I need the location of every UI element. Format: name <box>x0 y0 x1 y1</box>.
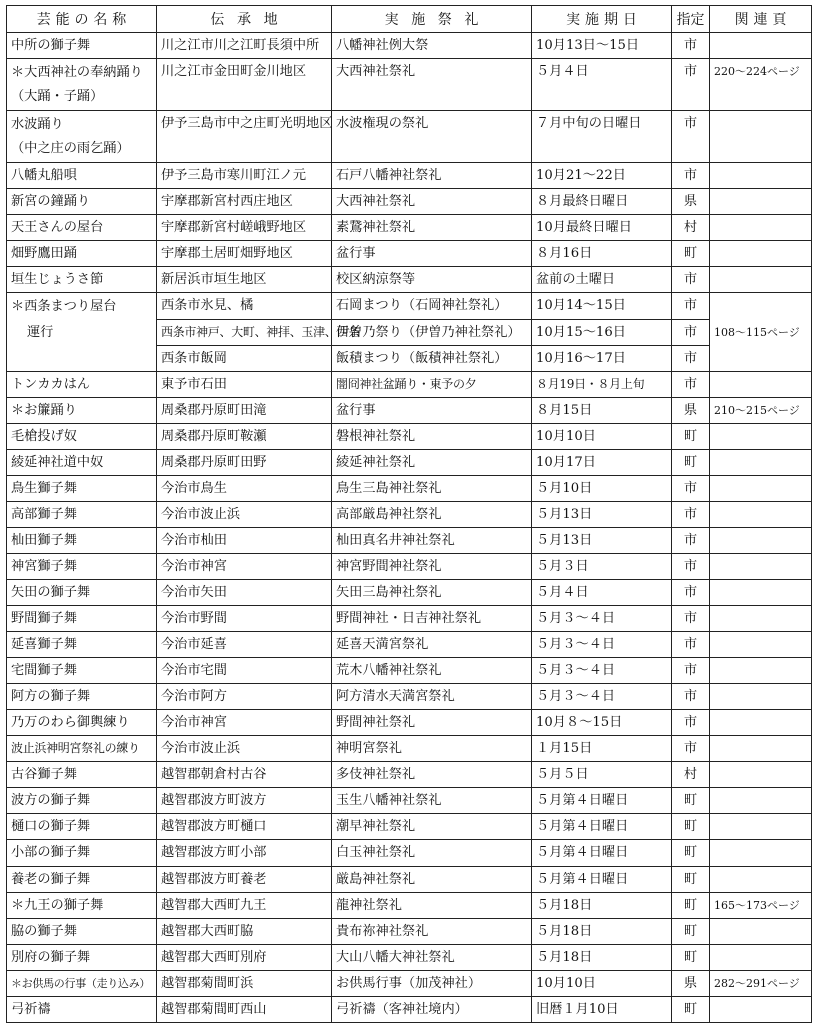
cell-designation: 市 <box>672 59 710 111</box>
cell-page <box>710 163 812 189</box>
cell-date: ５月13日 <box>532 527 672 553</box>
cell-designation: 町 <box>672 449 710 475</box>
table-row <box>7 710 812 736</box>
cell-date: 10月８～15日 <box>532 710 672 736</box>
cell-page <box>710 606 812 632</box>
cell-festival: 弓祈禱（客神社境内） <box>332 996 532 1022</box>
cell-festival: 盆行事 <box>332 397 532 423</box>
cell-page <box>710 267 812 293</box>
header-row <box>7 6 812 33</box>
cell-page: 108～115ページ <box>710 319 812 345</box>
cell-designation: 市 <box>672 710 710 736</box>
cell-place: 越智郡菊間町西山 <box>157 996 332 1022</box>
cell-date: ５月４日 <box>532 59 672 111</box>
header-period: 実施期日 <box>532 6 672 33</box>
cell-designation: 市 <box>672 684 710 710</box>
cell-name: 波方の獅子舞 <box>7 788 157 814</box>
cell-name: 延喜獅子舞 <box>7 632 157 658</box>
cell-festival: 白玉神社祭礼 <box>332 840 532 866</box>
cell-date: ５月５日 <box>532 762 672 788</box>
header-name: 芸能の名称 <box>7 6 157 33</box>
cell-place: 今治市野間 <box>157 606 332 632</box>
cell-festival: 盆行事 <box>332 241 532 267</box>
table-row <box>7 293 812 319</box>
cell-place: 周桑郡丹原町鞍瀬 <box>157 423 332 449</box>
cell-name: 神宮獅子舞 <box>7 553 157 579</box>
cell-name: 高部獅子舞 <box>7 501 157 527</box>
table-row <box>7 840 812 866</box>
cell-date: ８月16日 <box>532 241 672 267</box>
cell-name: 中所の獅子舞 <box>7 33 157 59</box>
cell-date: ８月15日 <box>532 397 672 423</box>
cell-name: 天王さんの屋台 <box>7 215 157 241</box>
cell-date: １月15日 <box>532 736 672 762</box>
cell-page <box>710 449 812 475</box>
cell-designation: 市 <box>672 606 710 632</box>
cell-designation: 村 <box>672 762 710 788</box>
cell-page <box>710 553 812 579</box>
cell-name: 毛槍投げ奴 <box>7 423 157 449</box>
cell-place: 越智郡大西町別府 <box>157 944 332 970</box>
cell-date: 10月15～16日 <box>532 319 672 345</box>
cell-page: 282～291ページ <box>710 970 812 996</box>
cell-date: ５月13日 <box>532 501 672 527</box>
cell-festival: 飯積まつり（飯積神社祭礼） <box>332 345 532 371</box>
performing-arts-table <box>6 5 812 1023</box>
cell-designation: 町 <box>672 241 710 267</box>
table-row <box>7 163 812 189</box>
cell-date: ５月第４日曜日 <box>532 788 672 814</box>
cell-place: 今治市宅間 <box>157 658 332 684</box>
cell-festival: 磐根神社祭礼 <box>332 423 532 449</box>
cell-name: 垣生じょうさ節 <box>7 267 157 293</box>
table-row <box>7 189 812 215</box>
cell-page <box>710 866 812 892</box>
table-row <box>7 579 812 605</box>
table-row <box>7 423 812 449</box>
cell-festival: 野間神社祭礼 <box>332 710 532 736</box>
cell-page <box>710 788 812 814</box>
cell-place: 越智郡波方町波方 <box>157 788 332 814</box>
table-row <box>7 501 812 527</box>
cell-name-line2: （大踊・子踊） <box>11 88 104 104</box>
cell-place: 越智郡大西町九王 <box>157 892 332 918</box>
cell-name: 弓祈禱 <box>7 996 157 1022</box>
table-row <box>7 111 812 163</box>
cell-name: ＊九王の獅子舞 <box>7 892 157 918</box>
cell-place: 越智郡波方町小部 <box>157 840 332 866</box>
cell-name <box>7 345 157 371</box>
table-row <box>7 475 812 501</box>
cell-festival: 素鵞神社祭礼 <box>332 215 532 241</box>
table-row <box>7 814 812 840</box>
cell-place: 伊予三島市中之庄町光明地区 <box>157 111 332 163</box>
cell-designation: 町 <box>672 996 710 1022</box>
cell-festival: お供馬行事（加茂神社） <box>332 970 532 996</box>
cell-designation: 町 <box>672 814 710 840</box>
cell-date: ５月３～４日 <box>532 684 672 710</box>
cell-name-line1: ＊大西神社の奉納踊り <box>11 64 143 80</box>
cell-date: ５月18日 <box>532 892 672 918</box>
cell-page <box>710 944 812 970</box>
cell-designation: 町 <box>672 944 710 970</box>
cell-designation: 町 <box>672 918 710 944</box>
cell-designation: 市 <box>672 632 710 658</box>
cell-name: 運行 <box>7 319 157 345</box>
cell-date: 10月10日 <box>532 970 672 996</box>
cell-page <box>710 189 812 215</box>
table-row <box>7 788 812 814</box>
cell-name: 杣田獅子舞 <box>7 527 157 553</box>
cell-place: 越智郡大西町脇 <box>157 918 332 944</box>
cell-date: ５月第４日曜日 <box>532 866 672 892</box>
cell-place: 越智郡波方町樋口 <box>157 814 332 840</box>
cell-festival: 大西神社祭礼 <box>332 59 532 111</box>
cell-designation: 市 <box>672 658 710 684</box>
cell-festival: 潮早神社祭礼 <box>332 814 532 840</box>
table-row <box>7 996 812 1022</box>
cell-page <box>710 736 812 762</box>
cell-name: ＊お簾踊り <box>7 397 157 423</box>
cell-date: ５月３～４日 <box>532 658 672 684</box>
table-row <box>7 866 812 892</box>
cell-page <box>710 371 812 397</box>
cell-designation: 村 <box>672 215 710 241</box>
cell-designation: 市 <box>672 527 710 553</box>
cell-date: ５月３日 <box>532 553 672 579</box>
cell-date: 10月最終日曜日 <box>532 215 672 241</box>
cell-festival: 鳥生三島神社祭礼 <box>332 475 532 501</box>
cell-page <box>710 501 812 527</box>
cell-name <box>7 59 157 111</box>
cell-festival: 延喜天満宮祭礼 <box>332 632 532 658</box>
cell-place: 宇摩郡土居町畑野地区 <box>157 241 332 267</box>
cell-name-line2: （中之庄の雨乞踊） <box>11 140 130 156</box>
cell-name <box>7 111 157 163</box>
cell-place: 伊予三島市寒川町江ノ元 <box>157 163 332 189</box>
cell-designation: 市 <box>672 501 710 527</box>
cell-designation: 町 <box>672 866 710 892</box>
cell-name: 養老の獅子舞 <box>7 866 157 892</box>
table-row <box>7 658 812 684</box>
cell-name: 樋口の獅子舞 <box>7 814 157 840</box>
cell-date: ５月18日 <box>532 944 672 970</box>
cell-date: ５月10日 <box>532 475 672 501</box>
table-row <box>7 241 812 267</box>
cell-festival: 龍神社祭礼 <box>332 892 532 918</box>
cell-place: 今治市阿方 <box>157 684 332 710</box>
cell-designation: 市 <box>672 736 710 762</box>
cell-festival: 荒木八幡神社祭礼 <box>332 658 532 684</box>
cell-designation: 市 <box>672 371 710 397</box>
cell-date: 旧暦１月10日 <box>532 996 672 1022</box>
cell-designation: 市 <box>672 267 710 293</box>
cell-page <box>710 684 812 710</box>
cell-designation: 町 <box>672 423 710 449</box>
cell-designation: 市 <box>672 33 710 59</box>
cell-page <box>710 762 812 788</box>
cell-designation: 市 <box>672 553 710 579</box>
cell-date: 10月10日 <box>532 423 672 449</box>
cell-name: 宅間獅子舞 <box>7 658 157 684</box>
header-festival: 実施祭礼 <box>332 6 532 33</box>
cell-date: 10月21～22日 <box>532 163 672 189</box>
cell-place: 今治市鳥生 <box>157 475 332 501</box>
cell-date: 10月16～17日 <box>532 345 672 371</box>
cell-place: 新居浜市垣生地区 <box>157 267 332 293</box>
table-row <box>7 345 812 371</box>
table-row <box>7 319 812 345</box>
cell-page <box>710 579 812 605</box>
table-header <box>7 6 812 33</box>
cell-place: 今治市矢田 <box>157 579 332 605</box>
cell-page <box>710 111 812 163</box>
cell-festival: 大山八幡大神社祭礼 <box>332 944 532 970</box>
cell-name: 乃万のわら御輿練り <box>7 710 157 736</box>
cell-designation: 県 <box>672 397 710 423</box>
cell-designation: 市 <box>672 475 710 501</box>
cell-name: 綾延神社道中奴 <box>7 449 157 475</box>
cell-festival: 厳島神社祭礼 <box>332 866 532 892</box>
table-row <box>7 736 812 762</box>
table-row <box>7 632 812 658</box>
cell-place: 今治市杣田 <box>157 527 332 553</box>
cell-place: 今治市神宮 <box>157 553 332 579</box>
cell-page <box>710 293 812 319</box>
cell-name: 古谷獅子舞 <box>7 762 157 788</box>
header-designation: 指定 <box>672 6 710 33</box>
cell-name: ＊西条まつり屋台 <box>7 293 157 319</box>
cell-festival: 神宮野間神社祭礼 <box>332 553 532 579</box>
cell-designation: 町 <box>672 892 710 918</box>
cell-designation: 県 <box>672 970 710 996</box>
cell-page: 220～224ページ <box>710 59 812 111</box>
cell-name: トンカカはん <box>7 371 157 397</box>
cell-date: ８月最終日曜日 <box>532 189 672 215</box>
table-row <box>7 684 812 710</box>
cell-name: 野間獅子舞 <box>7 606 157 632</box>
cell-place: 越智郡菊間町浜 <box>157 970 332 996</box>
cell-page <box>710 840 812 866</box>
cell-designation: 市 <box>672 579 710 605</box>
cell-name: 波止浜神明宮祭礼の練り <box>7 736 157 762</box>
cell-page <box>710 33 812 59</box>
cell-date: ７月中旬の日曜日 <box>532 111 672 163</box>
cell-page <box>710 814 812 840</box>
cell-festival: 闇冏神社盆踊り・東予の夕 <box>332 371 532 397</box>
cell-place: 宇摩郡新宮村西庄地区 <box>157 189 332 215</box>
cell-place: 越智郡波方町養老 <box>157 866 332 892</box>
table-row <box>7 59 812 111</box>
cell-place: 東予市石田 <box>157 371 332 397</box>
cell-festival: 貴布祢神社祭礼 <box>332 918 532 944</box>
table-row <box>7 553 812 579</box>
cell-place: 川之江市金田町金川地区 <box>157 59 332 111</box>
cell-name: 畑野鷹田踊 <box>7 241 157 267</box>
cell-festival: 玉生八幡神社祭礼 <box>332 788 532 814</box>
table-body <box>7 33 812 1023</box>
cell-page <box>710 658 812 684</box>
cell-festival: 綾延神社祭礼 <box>332 449 532 475</box>
cell-date: 10月13日～15日 <box>532 33 672 59</box>
table-row <box>7 527 812 553</box>
cell-date: ８月19日・８月上旬 <box>532 371 672 397</box>
cell-place: 西条市飯岡 <box>157 345 332 371</box>
cell-designation: 町 <box>672 840 710 866</box>
cell-date: 盆前の土曜日 <box>532 267 672 293</box>
table-row <box>7 918 812 944</box>
cell-festival: 八幡神社例大祭 <box>332 33 532 59</box>
cell-festival: 神明宮祭礼 <box>332 736 532 762</box>
table-row <box>7 267 812 293</box>
cell-date: ５月３～４日 <box>532 632 672 658</box>
cell-place: 周桑郡丹原町田野 <box>157 449 332 475</box>
cell-festival: 伊曽乃祭り（伊曽乃神社祭礼） <box>332 319 532 345</box>
cell-date: ５月３～４日 <box>532 606 672 632</box>
cell-page <box>710 345 812 371</box>
cell-festival: 阿方清水天満宮祭礼 <box>332 684 532 710</box>
cell-name: 阿方の獅子舞 <box>7 684 157 710</box>
table-row <box>7 606 812 632</box>
table-row <box>7 215 812 241</box>
cell-page <box>710 241 812 267</box>
table-row <box>7 33 812 59</box>
cell-festival: 野間神社・日吉神社祭礼 <box>332 606 532 632</box>
cell-name: 八幡丸船唄 <box>7 163 157 189</box>
cell-festival: 石戸八幡神社祭礼 <box>332 163 532 189</box>
cell-date: ５月18日 <box>532 918 672 944</box>
cell-festival: 石岡まつり（石岡神社祭礼） <box>332 293 532 319</box>
cell-page <box>710 710 812 736</box>
cell-place: 周桑郡丹原町田滝 <box>157 397 332 423</box>
cell-designation: 市 <box>672 111 710 163</box>
cell-date: ５月第４日曜日 <box>532 840 672 866</box>
cell-page <box>710 996 812 1022</box>
header-place: 伝承地 <box>157 6 332 33</box>
table-row <box>7 371 812 397</box>
cell-place: 越智郡朝倉村古谷 <box>157 762 332 788</box>
cell-festival: 高部厳島神社祭礼 <box>332 501 532 527</box>
cell-page <box>710 475 812 501</box>
cell-page <box>710 632 812 658</box>
cell-designation: 町 <box>672 788 710 814</box>
cell-festival: 大西神社祭礼 <box>332 189 532 215</box>
cell-place: 川之江市川之江町長須中所 <box>157 33 332 59</box>
table-row <box>7 397 812 423</box>
cell-designation: 市 <box>672 319 710 345</box>
table-row <box>7 944 812 970</box>
cell-place: 今治市神宮 <box>157 710 332 736</box>
table-row <box>7 892 812 918</box>
cell-name: 新宮の鐘踊り <box>7 189 157 215</box>
cell-name: 脇の獅子舞 <box>7 918 157 944</box>
cell-date: 10月17日 <box>532 449 672 475</box>
cell-place: 今治市延喜 <box>157 632 332 658</box>
cell-date: 10月14～15日 <box>532 293 672 319</box>
cell-place: 宇摩郡新宮村嵯峨野地区 <box>157 215 332 241</box>
cell-name: 小部の獅子舞 <box>7 840 157 866</box>
cell-designation: 市 <box>672 345 710 371</box>
table-row <box>7 970 812 996</box>
cell-page: 165～173ページ <box>710 892 812 918</box>
cell-place: 西条市氷見、橘 <box>157 293 332 319</box>
cell-date: ５月４日 <box>532 579 672 605</box>
cell-name: 矢田の獅子舞 <box>7 579 157 605</box>
cell-place: 西条市神戸、大町、神拝、玉津、西条 <box>157 319 332 345</box>
cell-designation: 市 <box>672 163 710 189</box>
header-pages: 関連頁 <box>710 6 812 33</box>
cell-name: ＊お供馬の行事（走り込み） <box>7 970 157 996</box>
cell-festival: 校区納涼祭等 <box>332 267 532 293</box>
cell-date: ５月第４日曜日 <box>532 814 672 840</box>
table-row <box>7 449 812 475</box>
cell-place: 今治市波止浜 <box>157 736 332 762</box>
cell-festival: 多伎神社祭礼 <box>332 762 532 788</box>
cell-place: 今治市波止浜 <box>157 501 332 527</box>
cell-name: 鳥生獅子舞 <box>7 475 157 501</box>
cell-festival: 水波権現の祭礼 <box>332 111 532 163</box>
cell-page <box>710 918 812 944</box>
cell-page <box>710 215 812 241</box>
cell-page <box>710 527 812 553</box>
table-row <box>7 762 812 788</box>
cell-festival: 杣田真名井神社祭礼 <box>332 527 532 553</box>
cell-name: 別府の獅子舞 <box>7 944 157 970</box>
cell-name-line1: 水波踊り <box>11 116 64 132</box>
cell-designation: 市 <box>672 293 710 319</box>
cell-festival: 矢田三島神社祭礼 <box>332 579 532 605</box>
cell-page: 210～215ページ <box>710 397 812 423</box>
cell-designation: 県 <box>672 189 710 215</box>
cell-page <box>710 423 812 449</box>
